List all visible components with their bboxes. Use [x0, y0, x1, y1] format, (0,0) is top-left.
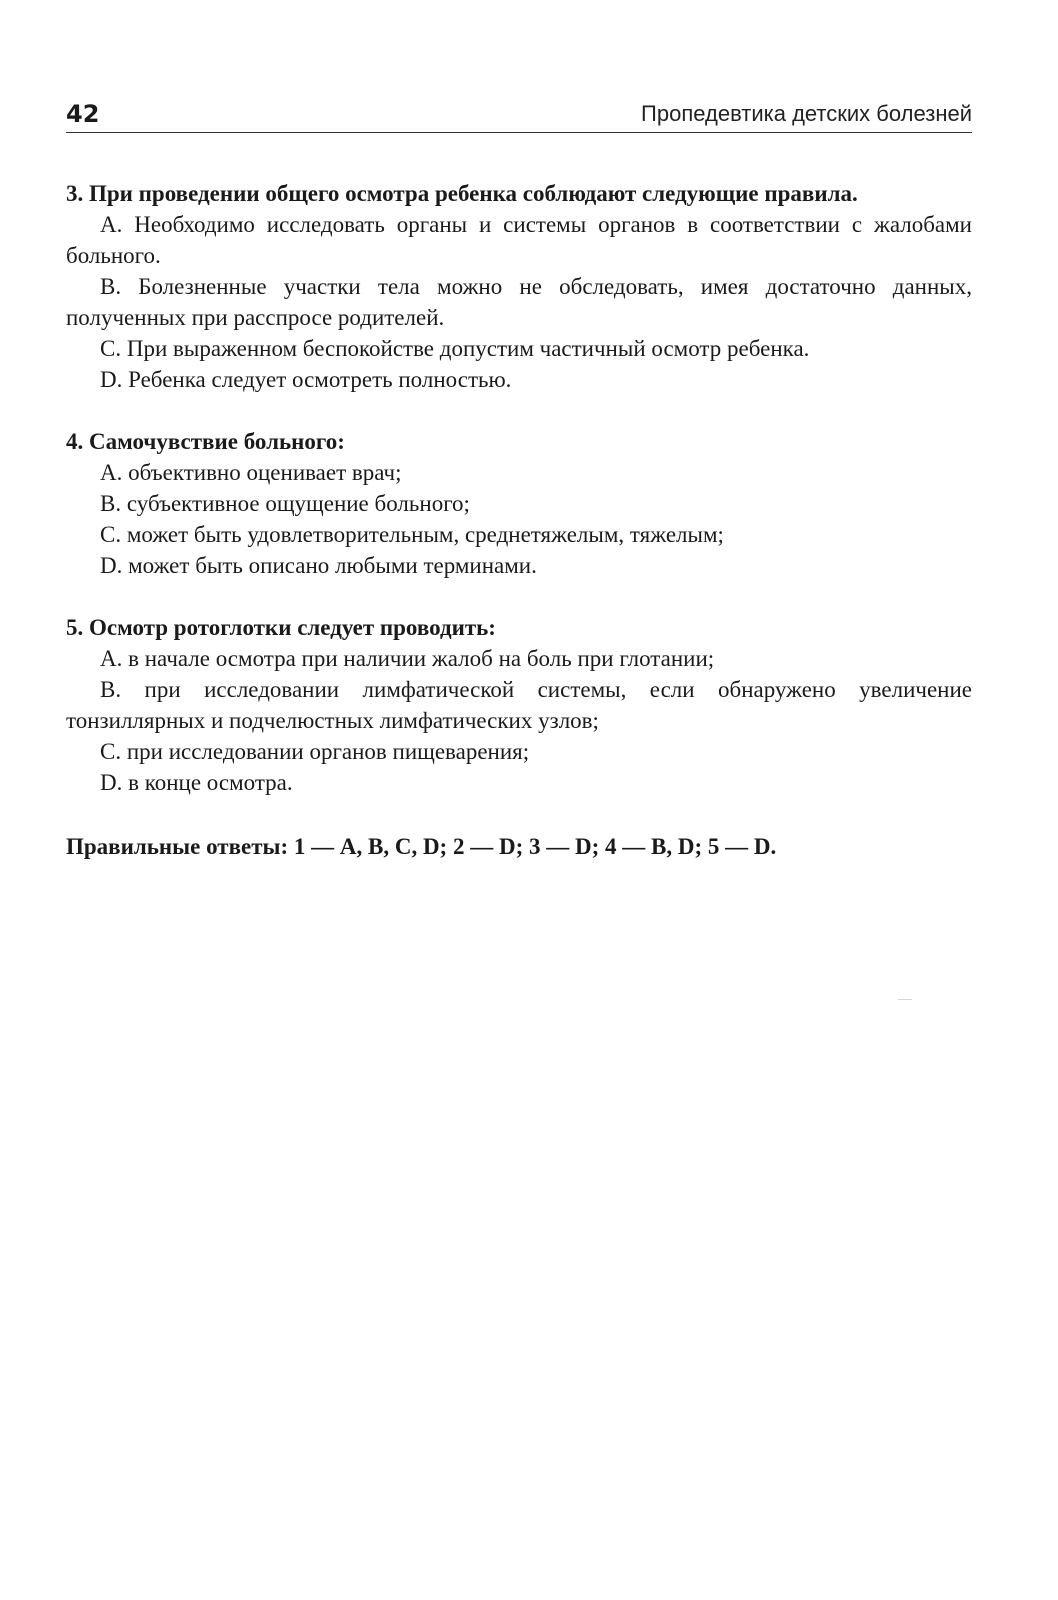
question-3	[66, 178, 972, 395]
question-option: В. при исследовании лимфатической системы, если обнаружено увеличение тонзиллярных и подчелюстных лимфатических узлов;	[66, 677, 972, 733]
question-option: В. субъективное ощущение больного;	[100, 491, 470, 516]
question-option: D. в конце осмотра.	[100, 770, 293, 795]
page-number: 42	[66, 100, 100, 128]
correct-answers: Правильные ответы: 1 — A, B, C, D; 2 — D; 3 — D; 4 — B, D; 5 — D.	[66, 834, 777, 859]
page-header	[66, 96, 972, 136]
header-rule	[66, 132, 972, 133]
question-option: А. объективно оценивает врач;	[100, 460, 402, 485]
question-4	[66, 426, 972, 581]
question-option: С. При выраженном беспокойстве допустим частичный осмотр ребенка.	[100, 336, 810, 361]
question-5	[66, 612, 972, 798]
question-option: А. в начале осмотра при наличии жалоб на боль при глотании;	[100, 646, 715, 671]
scan-speck	[898, 999, 912, 1000]
question-title: 4. Самочувствие больного:	[66, 429, 345, 454]
question-option: D. Ребенка следует осмотреть полностью.	[100, 367, 512, 392]
question-option: В. Болезненные участки тела можно не обследовать, имея достаточно данных, полученных при расспросе родителей.	[66, 274, 972, 330]
running-title: Пропедевтика детских болезней	[641, 101, 972, 126]
question-option: С. при исследовании органов пищеварения;	[100, 739, 530, 764]
question-option: С. может быть удовлетворительным, среднетяжелым, тяжелым;	[100, 522, 724, 547]
question-option: А. Необходимо исследовать органы и системы органов в соответствии с жалобами больного.	[66, 212, 972, 268]
question-title: 3. При проведении общего осмотра ребенка соблюдают следующие правила.	[66, 181, 858, 206]
question-title: 5. Осмотр ротоглотки следует проводить:	[66, 615, 496, 640]
question-option: D. может быть описано любыми терминами.	[100, 553, 537, 578]
page-content	[66, 178, 972, 885]
